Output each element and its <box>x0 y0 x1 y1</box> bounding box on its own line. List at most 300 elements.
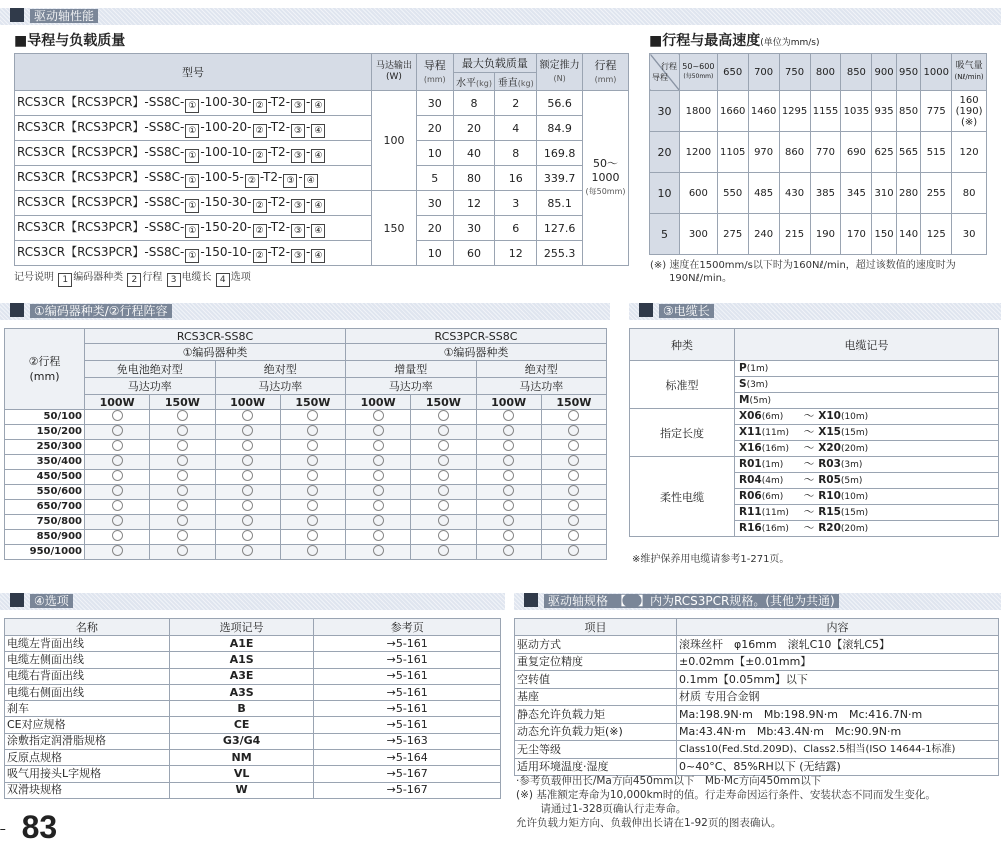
stroke-label: 250/300 <box>5 440 85 455</box>
spec-content: 0.1mm【0.05mm】以下 <box>677 671 999 689</box>
hdr-motor-unit: (W) <box>385 72 402 82</box>
stroke-label: 50/100 <box>5 410 85 425</box>
code-from: R11 <box>739 506 762 518</box>
hdr-pcr: RCS3PCR-SS8C <box>346 329 607 344</box>
availability-cell <box>346 470 411 485</box>
code-from: R06 <box>739 490 762 502</box>
model-code <box>15 141 372 166</box>
speed-value: 430 <box>779 173 810 214</box>
section-band-encoder <box>0 303 610 320</box>
availability-cell <box>85 440 150 455</box>
option-name: 电缆右侧面出线 <box>5 684 170 700</box>
circle-icon <box>503 470 514 481</box>
cell-v: 16 <box>495 166 537 191</box>
spec-content: Ma:43.4N·m Mb:43.4N·m Mc:90.9N·m <box>677 723 999 741</box>
stroke-row <box>5 545 607 560</box>
cell-h: 30 <box>453 216 495 241</box>
code-from: R01 <box>739 458 762 470</box>
stroke-range <box>583 91 629 266</box>
availability-cell <box>476 455 541 470</box>
band-spec-text: 驱动轴规格 【 】内为RCS3PCR规格。(其他为共通) <box>544 594 839 608</box>
availability-cell <box>150 515 215 530</box>
cell-n: 85.1 <box>537 191 583 216</box>
option-row <box>5 668 501 684</box>
air-value: 120 <box>952 132 987 173</box>
speed-row <box>650 173 987 214</box>
stroke-speed-table <box>649 53 987 255</box>
legend <box>14 271 251 287</box>
availability-cell <box>541 485 606 500</box>
option-ref: →5-161 <box>314 701 501 717</box>
circle-icon <box>112 455 123 466</box>
option-ref: →5-167 <box>314 766 501 782</box>
code-box-3: ③ <box>283 174 297 188</box>
code: M <box>739 394 750 406</box>
circle-icon <box>373 485 384 496</box>
stroke-speed-title <box>649 33 820 51</box>
cable-code <box>735 377 999 393</box>
option-code: G3/G4 <box>169 733 314 749</box>
option-code: A3S <box>169 684 314 700</box>
stroke-label: 450/500 <box>5 470 85 485</box>
cell-h: 8 <box>453 91 495 116</box>
stroke-row <box>5 500 607 515</box>
hdr-motor-text: 马达输出 <box>375 61 412 71</box>
option-row <box>5 701 501 717</box>
circle-icon <box>112 515 123 526</box>
tilde: ～ <box>803 522 815 534</box>
col-stroke: 650 <box>717 54 748 91</box>
col-air <box>952 54 987 91</box>
availability-cell <box>346 410 411 425</box>
cable-type: 柔性电缆 <box>630 457 735 537</box>
code-to: X20 <box>818 442 841 454</box>
speed-row <box>650 91 987 132</box>
spec-note: 请通过1-328页确认行走寿命。 <box>516 803 687 815</box>
circle-icon <box>438 455 449 466</box>
circle-icon <box>503 425 514 436</box>
options-hdr: 名称 <box>5 619 170 636</box>
hdr-motor-power: 马达功率 <box>346 378 477 395</box>
hdr-lead-text: 导程 <box>423 58 446 72</box>
circle-icon <box>373 470 384 481</box>
model-dash: - <box>306 245 311 259</box>
stroke-speed-title-text: ■行程与最高速度 <box>649 33 761 49</box>
code-box-1: ① <box>185 124 199 138</box>
spec-note: (※) 基准额定寿命为10,000km时的值。行走寿命因运行条件、安装状态不同而发生变化。 <box>516 789 936 801</box>
stroke-row <box>5 530 607 545</box>
hdr-row-3 <box>5 361 607 378</box>
availability-cell <box>411 410 476 425</box>
cable-code <box>735 457 999 473</box>
model-prefix: RCS3CR【RCS3PCR】-SS8C- <box>17 195 185 209</box>
len-from: (4m) <box>761 476 784 486</box>
cell-n: 84.9 <box>537 116 583 141</box>
speed-value: 170 <box>841 214 872 255</box>
cell-v: 4 <box>495 116 537 141</box>
hdr-thrust-text: 额定推力 <box>539 60 580 71</box>
col-stroke: 800 <box>810 54 841 91</box>
circle-icon <box>307 425 318 436</box>
availability-cell <box>150 455 215 470</box>
availability-cell <box>476 545 541 560</box>
hdr-encoder-pcr: ①编码器种类 <box>346 344 607 361</box>
corner-cell <box>650 54 680 91</box>
availability-cell <box>411 515 476 530</box>
model-code <box>15 216 372 241</box>
section-band-cable <box>629 303 1001 320</box>
hdr-lead <box>416 54 453 91</box>
cell-lead: 10 <box>416 241 453 266</box>
code-from: X06 <box>739 410 762 422</box>
model-code <box>15 241 372 266</box>
circle-icon <box>373 425 384 436</box>
model-mid: -150-30- <box>200 195 252 209</box>
code-box-2: ② <box>253 149 267 163</box>
code-box-3: ③ <box>291 249 305 263</box>
availability-cell <box>541 440 606 455</box>
speed-value: 600 <box>680 173 718 214</box>
len-from: (1m) <box>761 460 784 470</box>
availability-cell <box>280 485 345 500</box>
cell-lead: 30 <box>416 191 453 216</box>
spec-row <box>515 758 999 776</box>
hdr-stroke <box>583 54 629 91</box>
availability-cell <box>411 545 476 560</box>
speed-value: 860 <box>779 132 810 173</box>
option-row <box>5 684 501 700</box>
code-from: R04 <box>739 474 762 486</box>
hdr-abs-free: 免电池绝对型 <box>85 361 216 378</box>
availability-cell <box>85 485 150 500</box>
speed-value: 125 <box>921 214 952 255</box>
tilde: ～ <box>803 458 815 470</box>
stroke-row <box>5 410 607 425</box>
legend-val-3: 电缆长 <box>181 272 212 283</box>
stroke-range-step: (每50mm) <box>585 187 626 196</box>
availability-cell <box>541 515 606 530</box>
model-mid: -100-5- <box>200 170 244 184</box>
col-stroke: 950 <box>896 54 920 91</box>
spec-content: Class10(Fed.Std.209D)、Class2.5相当(ISO 14644-1标准) <box>677 741 999 759</box>
spec-item: 无尘等级 <box>515 741 677 759</box>
hdr-100w: 100W <box>346 395 411 410</box>
model-dash: - <box>306 120 311 134</box>
code-box-4: ④ <box>311 124 325 138</box>
len-to: (5m) <box>840 476 863 486</box>
model-dash: - <box>306 220 311 234</box>
code: P <box>739 362 747 374</box>
spec-row <box>515 671 999 689</box>
code-to: R20 <box>818 522 841 534</box>
section-band-drive-performance <box>0 8 1001 25</box>
speed-row <box>650 214 987 255</box>
model-prefix: RCS3CR【RCS3PCR】-SS8C- <box>17 120 185 134</box>
speed-lead: 20 <box>650 132 680 173</box>
code-from: R16 <box>739 522 762 534</box>
legend-key-4: 4 <box>216 273 230 287</box>
hdr-row-5 <box>5 395 607 410</box>
col-stroke: 1000 <box>921 54 952 91</box>
band-cable-text: ③电缆长 <box>659 304 714 318</box>
cell-h: 80 <box>453 166 495 191</box>
speed-value: 310 <box>872 173 896 214</box>
hdr-row-4 <box>5 378 607 395</box>
circle-icon <box>568 485 579 496</box>
cell-v: 2 <box>495 91 537 116</box>
circle-icon <box>503 515 514 526</box>
code: S <box>739 378 747 390</box>
air-value: 160 (190) (※) <box>952 91 987 132</box>
hdr-maxload: 最大负载质量 <box>453 54 537 73</box>
availability-cell <box>411 440 476 455</box>
legend-label: 记号说明 <box>14 272 54 283</box>
stroke-row <box>5 440 607 455</box>
speed-value: 280 <box>896 173 920 214</box>
speed-value: 255 <box>921 173 952 214</box>
hdr-motor-power: 马达功率 <box>85 378 216 395</box>
availability-cell <box>280 500 345 515</box>
option-ref: →5-163 <box>314 733 501 749</box>
motor-output: 100 <box>372 91 417 191</box>
model-row <box>15 141 629 166</box>
code-box-2: ② <box>253 224 267 238</box>
availability-cell <box>280 440 345 455</box>
circle-icon <box>242 455 253 466</box>
cable-code <box>735 521 999 537</box>
spec-content: ±0.02mm【±0.01mm】 <box>677 653 999 671</box>
model-dash: - <box>298 170 303 184</box>
hdr-vertical <box>495 73 537 91</box>
corner-stroke: 行程 <box>661 62 677 71</box>
len-to: (10m) <box>840 412 869 422</box>
circle-icon <box>177 485 188 496</box>
col-air-unit: (Nℓ/min) <box>954 73 984 81</box>
spec-item: 适用环境温度·湿度 <box>515 758 677 776</box>
len-from: (11m) <box>761 508 789 518</box>
circle-icon <box>307 530 318 541</box>
option-ref: →5-161 <box>314 636 501 652</box>
model-mid: -100-10- <box>200 145 252 159</box>
speed-value: 1035 <box>841 91 872 132</box>
code-box-4: ④ <box>311 99 325 113</box>
hdr-100w: 100W <box>215 395 280 410</box>
cell-lead: 30 <box>416 91 453 116</box>
option-code: VL <box>169 766 314 782</box>
spec-content: 滚珠丝杆 φ16mm 滚轧C10【滚轧C5】 <box>677 636 999 654</box>
col-stroke: 850 <box>841 54 872 91</box>
tilde: ～ <box>803 490 815 502</box>
cell-n: 127.6 <box>537 216 583 241</box>
circle-icon <box>307 545 318 556</box>
len-to: (20m) <box>840 444 869 454</box>
hdr-abs: 绝对型 <box>215 361 346 378</box>
stroke-label: 650/700 <box>5 500 85 515</box>
circle-icon <box>373 515 384 526</box>
cable-row <box>630 409 999 425</box>
stroke-label: 550/600 <box>5 485 85 500</box>
spec-row <box>515 723 999 741</box>
code-box-2: ② <box>253 249 267 263</box>
len-to: (3m) <box>840 460 863 470</box>
circle-icon <box>438 410 449 421</box>
availability-cell <box>280 515 345 530</box>
circle-icon <box>438 440 449 451</box>
hdr-code: 电缆记号 <box>735 329 999 361</box>
option-code: A3E <box>169 668 314 684</box>
circle-icon <box>568 455 579 466</box>
availability-cell <box>85 455 150 470</box>
cable-code <box>735 473 999 489</box>
option-name: CE对应规格 <box>5 717 170 733</box>
option-code: A1S <box>169 652 314 668</box>
hdr-model: 型号 <box>15 54 372 91</box>
circle-icon <box>307 455 318 466</box>
option-row <box>5 652 501 668</box>
cell-lead: 20 <box>416 116 453 141</box>
availability-cell <box>215 530 280 545</box>
code-from: X11 <box>739 426 762 438</box>
section-band-spec <box>514 593 1001 610</box>
circle-icon <box>373 530 384 541</box>
option-name: 电缆左侧面出线 <box>5 652 170 668</box>
lead-load-table <box>14 53 629 266</box>
circle-icon <box>373 500 384 511</box>
availability-cell <box>541 530 606 545</box>
section-band-options <box>0 593 505 610</box>
model-mid: -100-20- <box>200 120 252 134</box>
spec-item: 静态允许负载力矩 <box>515 706 677 724</box>
option-row <box>5 766 501 782</box>
stroke-label: 350/400 <box>5 455 85 470</box>
speed-value: 1105 <box>717 132 748 173</box>
cable-code <box>735 489 999 505</box>
option-name: 涂敷指定润滑脂规格 <box>5 733 170 749</box>
stroke-label: 750/800 <box>5 515 85 530</box>
cable-note: ※维护保养用电缆请参考1-271页。 <box>632 554 790 565</box>
availability-cell <box>476 530 541 545</box>
spec-item: 基座 <box>515 688 677 706</box>
stroke-row <box>5 485 607 500</box>
speed-value: 1660 <box>717 91 748 132</box>
spec-content: 材质 专用合金钢 <box>677 688 999 706</box>
code-from: X16 <box>739 442 762 454</box>
speed-value: 275 <box>717 214 748 255</box>
model-sep: -T2- <box>267 245 291 259</box>
circle-icon <box>373 440 384 451</box>
circle-icon <box>242 440 253 451</box>
circle-icon <box>503 530 514 541</box>
model-sep: -T2- <box>259 170 283 184</box>
code-box-1: ① <box>185 224 199 238</box>
availability-cell <box>280 530 345 545</box>
circle-icon <box>112 440 123 451</box>
availability-cell <box>85 425 150 440</box>
availability-cell <box>541 545 606 560</box>
hdr-stroke: ②行程 (mm) <box>5 329 85 410</box>
availability-cell <box>476 470 541 485</box>
circle-icon <box>112 530 123 541</box>
circle-icon <box>242 470 253 481</box>
speed-lead: 10 <box>650 173 680 214</box>
stroke-row <box>5 455 607 470</box>
circle-icon <box>503 500 514 511</box>
hdr-horizontal <box>453 73 495 91</box>
model-dash: - <box>306 95 311 109</box>
cell-n: 169.8 <box>537 141 583 166</box>
circle-icon <box>242 545 253 556</box>
speed-lead: 30 <box>650 91 680 132</box>
code-box-2: ② <box>253 124 267 138</box>
code-box-3: ③ <box>291 149 305 163</box>
model-code <box>15 91 372 116</box>
cable-code <box>735 409 999 425</box>
availability-cell <box>150 500 215 515</box>
hdr-horizontal-unit: (kg) <box>476 79 492 88</box>
circle-icon <box>373 545 384 556</box>
speed-value: 1460 <box>748 91 779 132</box>
hdr-150w: 150W <box>150 395 215 410</box>
spec-hdr-content: 内容 <box>677 619 999 636</box>
option-name: 反原点规格 <box>5 750 170 766</box>
availability-cell <box>346 500 411 515</box>
model-code <box>15 191 372 216</box>
model-sep: -T2- <box>267 195 291 209</box>
speed-lead: 5 <box>650 214 680 255</box>
availability-cell <box>541 455 606 470</box>
circle-icon <box>242 485 253 496</box>
hdr-100w: 100W <box>476 395 541 410</box>
option-row <box>5 782 501 798</box>
hdr-encoder-cr: ①编码器种类 <box>85 344 346 361</box>
circle-icon <box>568 500 579 511</box>
option-ref: →5-161 <box>314 684 501 700</box>
circle-icon <box>242 530 253 541</box>
cell-h: 60 <box>453 241 495 266</box>
circle-icon <box>112 500 123 511</box>
hdr-150w: 150W <box>541 395 606 410</box>
circle-icon <box>112 485 123 496</box>
cable-row <box>630 361 999 377</box>
circle-icon <box>503 410 514 421</box>
circle-icon <box>177 470 188 481</box>
code-box-2: ② <box>253 99 267 113</box>
model-sep: -T2- <box>267 220 291 234</box>
option-name: 吸气用接头L字规格 <box>5 766 170 782</box>
availability-cell <box>150 470 215 485</box>
legend-val-1: 编码器种类 <box>73 272 124 283</box>
len-to: (15m) <box>840 428 869 438</box>
speed-value: 770 <box>810 132 841 173</box>
code-box-1: ① <box>185 149 199 163</box>
availability-cell <box>346 425 411 440</box>
availability-cell <box>476 425 541 440</box>
code-box-4: ④ <box>311 249 325 263</box>
len-from: (6m) <box>761 412 784 422</box>
option-code: CE <box>169 717 314 733</box>
hdr-horizontal-text: 水平 <box>456 78 477 89</box>
speed-value: 850 <box>896 91 920 132</box>
circle-icon <box>438 470 449 481</box>
availability-cell <box>541 410 606 425</box>
hdr-motor-power: 马达功率 <box>215 378 346 395</box>
hdr-row-2 <box>5 344 607 361</box>
tilde: ～ <box>803 474 815 486</box>
hdr-150w: 150W <box>280 395 345 410</box>
option-name: 刹车 <box>5 701 170 717</box>
hdr-vertical-unit: (kg) <box>517 79 534 88</box>
len-to: (15m) <box>840 508 869 518</box>
